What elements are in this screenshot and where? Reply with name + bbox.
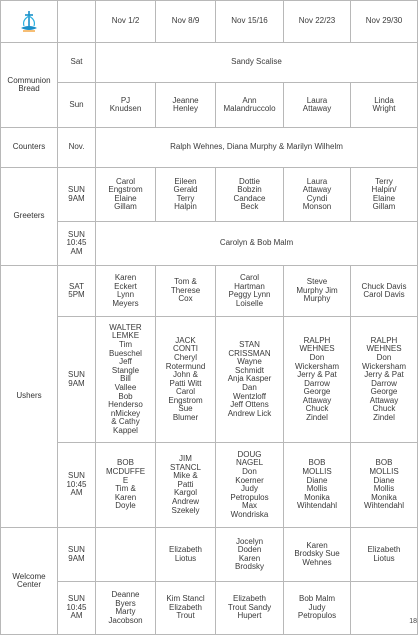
assignment-cell: Elizabeth Liotus	[156, 528, 216, 582]
category-welcome-center: Welcome Center	[1, 528, 58, 635]
assignment-cell: Karen Brodsky Sue Wehnes	[284, 528, 351, 582]
assignment-cell: Steve Murphy Jim Murphy	[284, 266, 351, 317]
category-ushers: Ushers	[1, 266, 58, 528]
week-header: Nov 15/16	[216, 1, 284, 43]
church-logo-icon	[18, 10, 40, 34]
assignment-cell: Kim Stancl Elizabeth Trout	[156, 582, 216, 635]
assignment-cell: WALTER LEMKE Tim Bueschel Jeff Stangle Bill Vallee Bob Henderso nMickey & Cathy Kappel	[96, 317, 156, 443]
assignment-cell: STAN CRISSMAN Wayne Schmidt Anja Kasper Dan Wentzloff Jeff Ottens Andrew Lick	[216, 317, 284, 443]
counters-row	[1, 128, 418, 168]
assignment-cell: Deanne Byers Marty Jacobson	[96, 582, 156, 635]
communion-sun-row	[1, 83, 418, 128]
assignment-cell: PJ Knudsen	[96, 83, 156, 128]
time-label: SUN 9AM	[58, 317, 96, 443]
assignment-cell: Elizabeth Liotus	[351, 528, 418, 582]
ushers-sun9-row	[1, 317, 418, 443]
day-label: Sun	[58, 83, 96, 128]
assignment-cell: DOUG NAGEL Don Koerner Judy Petropulos Max Wondriska	[216, 443, 284, 528]
assignment-cell: Laura Attaway	[284, 83, 351, 128]
assignment-cell: Karen Eckert Lynn Meyers	[96, 266, 156, 317]
page-number: 18	[409, 618, 417, 625]
assignment-cell: Linda Wright	[351, 83, 418, 128]
week-header: Nov 29/30	[351, 1, 418, 43]
time-label: SUN 9AM	[58, 528, 96, 582]
assignment-cell: JACK CONTI Cheryl Rotermund John & Patti Witt Carol Engstrom Sue Blumer	[156, 317, 216, 443]
assignment-cell: Tom & Therese Cox	[156, 266, 216, 317]
assignment-cell: Chuck Davis Carol Davis	[351, 266, 418, 317]
time-label: SUN 10:45 AM	[58, 443, 96, 528]
week-header: Nov 8/9	[156, 1, 216, 43]
assignment-cell: Ann Malandruccolo	[216, 83, 284, 128]
merged-assignment: Ralph Wehnes, Diana Murphy & Marilyn Wilhelm	[96, 128, 418, 168]
assignment-cell: Laura Attaway Cyndi Monson	[284, 168, 351, 222]
assignment-cell: Bob Malm Judy Petropulos	[284, 582, 351, 635]
assignment-cell: Jocelyn Doden Karen Brodsky	[216, 528, 284, 582]
assignment-cell: RALPH WEHNES Don Wickersham Jerry & Pat Darrow George Attaway Chuck Zindel	[284, 317, 351, 443]
ushers-sun1045-row	[1, 443, 418, 528]
time-label: SAT 5PM	[58, 266, 96, 317]
assignment-cell	[96, 528, 156, 582]
welcome-sun1045-row	[1, 582, 418, 635]
welcome-sun9-row	[1, 528, 418, 582]
logo-cell	[1, 1, 58, 43]
merged-assignment: Carolyn & Bob Malm	[96, 222, 418, 266]
assignment-cell: RALPH WEHNES Don Wickersham Jerry & Pat Darrow George Attaway Chuck Zindel	[351, 317, 418, 443]
assignment-cell: BOB MCDUFFE E Tim & Karen Doyle	[96, 443, 156, 528]
category-communion-bread: Communion Bread	[1, 43, 58, 128]
ushers-sat5-row	[1, 266, 418, 317]
greeters-sun1045-row	[1, 222, 418, 266]
week-header: Nov 22/23	[284, 1, 351, 43]
assignment-cell: Terry Halpin/ Elaine Gillam	[351, 168, 418, 222]
assignment-cell: Elizabeth Trout Sandy Hupert	[216, 582, 284, 635]
header-row	[1, 1, 418, 43]
time-label: SUN 10:45 AM	[58, 582, 96, 635]
assignment-cell: BOB MOLLIS Diane Mollis Monika Wihtendahl	[284, 443, 351, 528]
assignment-cell: Jeanne Henley	[156, 83, 216, 128]
category-counters: Counters	[1, 128, 58, 168]
assignment-cell: BOB MOLLIS Diane Mollis Monika Wihtendahl	[351, 443, 418, 528]
week-header: Nov 1/2	[96, 1, 156, 43]
day-label: Nov.	[58, 128, 96, 168]
assignment-cell	[351, 582, 418, 635]
greeters-sun9-row	[1, 168, 418, 222]
assignment-cell: Dottie Bobzin Candace Beck	[216, 168, 284, 222]
header-blank-cell	[58, 1, 96, 43]
assignment-cell: Carol Hartman Peggy Lynn Loiselle	[216, 266, 284, 317]
assignment-cell: Eileen Gerald Terry Halpin	[156, 168, 216, 222]
merged-assignment: Sandy Scalise	[96, 43, 418, 83]
day-label: Sat	[58, 43, 96, 83]
time-label: SUN 10:45 AM	[58, 222, 96, 266]
assignment-cell: JIM STANCL Mike & Patti Kargol Andrew Szekely	[156, 443, 216, 528]
assignment-cell: Carol Engstrom Elaine Gillam	[96, 168, 156, 222]
category-greeters: Greeters	[1, 168, 58, 266]
communion-sat-row	[1, 43, 418, 83]
time-label: SUN 9AM	[58, 168, 96, 222]
